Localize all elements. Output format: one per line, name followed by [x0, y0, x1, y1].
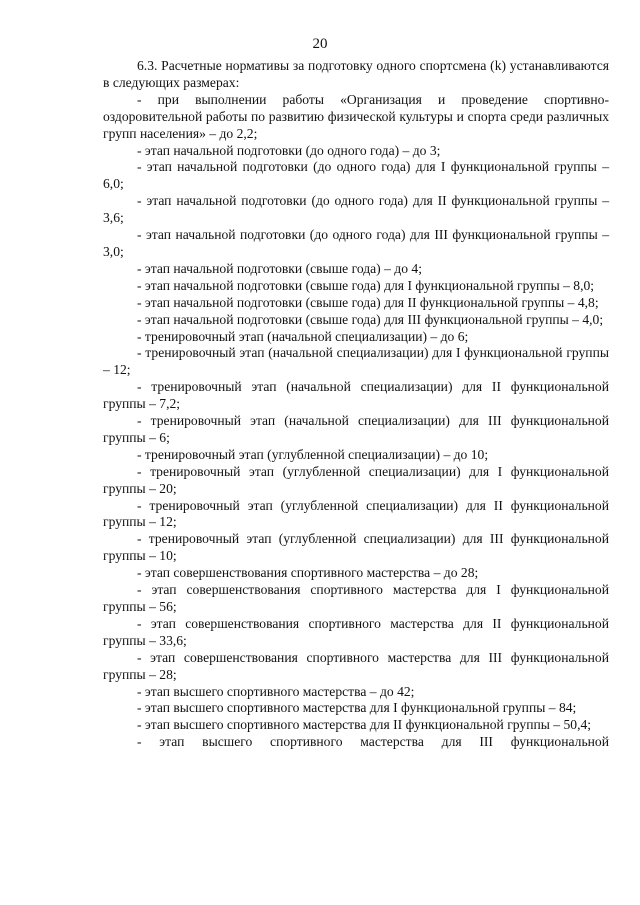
list-item: - этап начальной подготовки (до одного года) для III функциональной группы – 3,0; [103, 227, 609, 259]
list-item: - этап высшего спортивного мастерства для I функциональной группы – 84; [137, 700, 577, 716]
list-item: - этап совершенствования спортивного мастерства для I функциональной группы – 56; [103, 582, 609, 614]
list-item: - этап начальной подготовки (свыше года) для I функциональной группы – 8,0; [137, 277, 595, 293]
list-item: - этап начальной подготовки (свыше года) для II функциональной группы – 4,8; [137, 294, 599, 310]
list-item: - этап начальной подготовки (свыше года) для III функциональной группы – 4,0; [137, 311, 604, 327]
list-item: - этап совершенствования спортивного мастерства для II функциональной группы – 33,6; [103, 615, 609, 648]
list-item: - при выполнении работы «Организация и проведение спортивно-оздоровительной работы по развитию физической культуры и спорта среди различных групп населения» – до 2,2; [103, 91, 609, 141]
page-number: 20 [312, 36, 328, 52]
list-item: - тренировочный этап (углубленной специализации) для III функциональной группы – 10; [103, 531, 609, 564]
list-item: - этап начальной подготовки (свыше года) – до 4; [137, 260, 422, 276]
list-item: - этап высшего спортивного мастерства для III функциональной [137, 734, 609, 750]
document-body [103, 58, 609, 751]
list-item: - тренировочный этап (начальной специализации) для III функциональной группы – 6; [103, 413, 609, 445]
list-item: - тренировочный этап (начальной специализации) – до 6; [137, 328, 469, 344]
list-item: - тренировочный этап (начальной специализации) для I функциональной группы – 12; [103, 345, 609, 378]
list-item: - тренировочный этап (углубленной специализации) – до 10; [137, 446, 489, 462]
list-item: - этап начальной подготовки (до одного года) для I функциональной группы – 6,0; [103, 159, 609, 192]
list-item: - этап совершенствования спортивного мастерства для III функциональной группы – 28; [103, 649, 609, 682]
list-item: - этап совершенствования спортивного мастерства – до 28; [137, 565, 479, 581]
paragraph-heading: 6.3. Расчетные нормативы за подготовку одного спортсмена (k) устанавливаются в следующих размерах: [103, 58, 609, 90]
list-item: - тренировочный этап (начальной специализации) для II функциональной группы – 7,2; [103, 379, 609, 412]
list-item: - тренировочный этап (углубленной специализации) для I функциональной группы – 20; [103, 463, 609, 496]
list-item: - этап высшего спортивного мастерства для II функциональной группы – 50,4; [137, 717, 592, 733]
list-item: - этап высшего спортивного мастерства – до 42; [137, 683, 415, 699]
list-item: - этап начальной подготовки (до одного года) для II функциональной группы – 3,6; [103, 193, 609, 226]
list-item: - этап начальной подготовки (до одного года) – до 3; [137, 142, 441, 158]
list-item: - тренировочный этап (углубленной специализации) для II функциональной группы – 12; [103, 497, 609, 530]
